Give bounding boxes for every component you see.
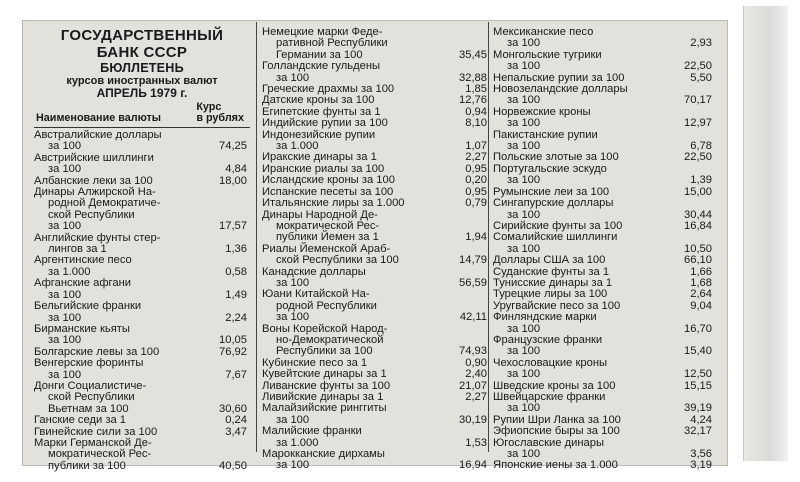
exchange-rate: 1,49 xyxy=(225,288,247,301)
currency-name-line: Индийские рупии за 100 xyxy=(262,117,388,130)
currency-name-line: за 100 xyxy=(507,402,541,415)
currency-name-line: за 100 xyxy=(48,163,82,176)
currency-entry xyxy=(262,210,490,244)
currency-name-line: Аргентинские песо xyxy=(34,254,132,267)
exchange-rate: 2,93 xyxy=(690,37,712,50)
exchange-rate: 1,66 xyxy=(690,265,712,278)
exchange-rate: 0,95 xyxy=(465,185,487,198)
currency-name-line: Иракские динары за 1 xyxy=(262,151,377,164)
currency-name-line: Риалы Йеменской Араб- xyxy=(262,242,391,255)
currency-entry xyxy=(262,27,490,61)
exchange-rate: 7,67 xyxy=(225,368,247,381)
currency-name-line: Пакистанские рупии xyxy=(493,128,598,141)
exchange-rate: 40,50 xyxy=(219,459,247,472)
currency-name-line: Динары Алжирской На- xyxy=(34,186,156,199)
currency-name-line: Немецкие марки Феде- xyxy=(262,26,383,38)
currency-name-line: но-Демократической xyxy=(276,333,384,346)
currency-entry xyxy=(262,198,490,209)
currency-entry xyxy=(262,403,490,426)
exchange-rate: 0,95 xyxy=(465,162,487,175)
currency-entry xyxy=(34,278,250,301)
currency-name-line: ской Республики за 100 xyxy=(276,254,399,267)
bulletin-date: АПРЕЛЬ 1979 г. xyxy=(96,86,188,100)
currency-name-line: Английские фунты стер- xyxy=(34,231,161,244)
currency-name-line: Швейцарские франки xyxy=(493,391,606,403)
bank-title-line1: ГОСУДАРСТВЕННЫЙ xyxy=(60,27,224,44)
currency-entry xyxy=(262,244,490,267)
currency-name-line: за 100 xyxy=(507,174,541,187)
currency-name-line: за 100 xyxy=(507,117,541,130)
currency-name-line: за 100 xyxy=(276,276,310,289)
bulletin-subtitle: курсов иностранных валют xyxy=(66,75,218,87)
currency-entry xyxy=(493,392,715,415)
exchange-rate: 30,44 xyxy=(684,208,712,221)
currency-name-line: за 100 xyxy=(48,140,82,153)
currency-name-line: за 100 xyxy=(507,37,541,50)
exchange-rate: 16,84 xyxy=(684,219,712,232)
currency-entry xyxy=(493,50,715,73)
exchange-rate: 15,15 xyxy=(684,379,712,392)
currency-name-line: родной Демократиче- xyxy=(48,197,161,210)
exchange-rate: 0,94 xyxy=(465,105,487,118)
currency-entry xyxy=(493,255,715,266)
currency-entry xyxy=(493,198,715,221)
rate-header xyxy=(196,102,244,124)
currency-name-line: за 1.000 xyxy=(48,265,91,278)
currency-name-line: за 100 xyxy=(276,459,310,472)
currency-name-line: ративной Республики xyxy=(276,37,388,50)
exchange-rate: 39,19 xyxy=(684,402,712,415)
currency-name-line: за 1.000 xyxy=(276,436,319,449)
currency-name-line: за 100 xyxy=(507,448,541,461)
exchange-rate: 22,50 xyxy=(684,60,712,73)
exchange-rate: 15,00 xyxy=(684,185,712,198)
currency-name-line: Германии за 100 xyxy=(276,48,363,61)
currency-name-line: Марокканские дирхамы xyxy=(262,448,385,461)
currency-name-line: Бельгийские франки xyxy=(34,300,142,313)
currency-name-line: Мексиканские песо xyxy=(493,26,594,38)
currency-entry xyxy=(262,118,490,129)
currency-name-line: Доллары США за 100 xyxy=(493,254,606,267)
currency-name-line: Суданские фунты за 1 xyxy=(493,265,610,278)
exchange-rate: 22,50 xyxy=(684,151,712,164)
exchange-rate: 0,90 xyxy=(465,356,487,369)
currency-entry xyxy=(493,438,715,461)
adjacent-page-edge xyxy=(743,6,788,461)
currency-name-line: ской Республики xyxy=(48,391,135,404)
currency-name-line: Итальянские лиры за 1.000 xyxy=(262,197,405,210)
currency-entry xyxy=(262,324,490,358)
currency-entry xyxy=(34,415,250,426)
currency-name-line: Польские злотые за 100 xyxy=(493,151,619,164)
currency-entry xyxy=(34,358,250,381)
currency-name-line: за 1.000 xyxy=(276,140,319,153)
currency-name-line: за 100 xyxy=(507,345,541,358)
currency-name-line: лингов за 1 xyxy=(48,243,107,256)
currency-entry xyxy=(493,312,715,335)
currency-name-line: за 100 xyxy=(276,311,310,324)
rate-header-line1: Курс xyxy=(196,101,222,113)
exchange-rate: 30,60 xyxy=(219,402,247,415)
currency-name-line: Сомалийские шиллинги xyxy=(493,231,618,244)
currency-name-line: Воны Корейской Народ- xyxy=(262,322,388,335)
exchange-rate: 3,47 xyxy=(225,425,247,438)
exchange-rate: 2,27 xyxy=(465,391,487,403)
exchange-rate: 4,24 xyxy=(690,413,712,426)
currency-name-line: Юани Китайской На- xyxy=(262,288,370,301)
exchange-rate: 16,94 xyxy=(459,459,487,472)
exchange-rate: 1,94 xyxy=(465,231,487,244)
currency-name-line: Исландские кроны за 100 xyxy=(262,174,395,187)
currency-name-line: Голландские гульдены xyxy=(262,60,381,73)
currency-name-line: Уругвайские песо за 100 xyxy=(493,299,621,312)
currency-name-line: Вьетнам за 100 xyxy=(48,402,129,415)
currency-name-line: Ганские седи за 1 xyxy=(34,414,127,427)
currency-name-line: за 100 xyxy=(507,140,541,153)
exchange-rate: 74,93 xyxy=(459,345,487,358)
exchange-rate: 14,79 xyxy=(459,254,487,267)
currency-name-line: ской Республики xyxy=(48,208,135,221)
currency-entry xyxy=(34,130,250,153)
currency-entry xyxy=(262,289,490,323)
exchange-rate: 0,20 xyxy=(465,174,487,187)
exchange-rate: 0,58 xyxy=(225,265,247,278)
currency-entry xyxy=(34,233,250,256)
currency-name-line: Динары Народной Де- xyxy=(262,208,378,221)
exchange-rate: 18,00 xyxy=(219,174,247,187)
currency-name-line: Марки Германской Де- xyxy=(34,436,152,449)
exchange-rate: 76,92 xyxy=(219,345,247,358)
column-divider xyxy=(488,22,489,452)
exchange-rate: 12,76 xyxy=(459,94,487,107)
currency-name-line: за 100 xyxy=(48,220,82,233)
exchange-rate: 2,27 xyxy=(465,151,487,164)
currency-name-line: Австрийские шиллинги xyxy=(34,151,154,164)
currency-name-line: за 100 xyxy=(276,413,310,426)
exchange-rate: 2,64 xyxy=(690,288,712,301)
exchange-rate: 56,59 xyxy=(459,276,487,289)
currency-name-line: Рупии Шри Ланка за 100 xyxy=(493,413,621,426)
exchange-rate: 15,40 xyxy=(684,345,712,358)
exchange-rate: 42,11 xyxy=(459,311,487,324)
currency-name-line: Испанские песеты за 100 xyxy=(262,185,394,198)
currency-entry xyxy=(262,449,490,472)
exchange-rate: 16,70 xyxy=(684,322,712,335)
currency-name-line: Югославские динары xyxy=(493,436,605,449)
exchange-rate: 10,05 xyxy=(219,334,247,347)
currency-entry xyxy=(262,267,490,290)
exchange-rate: 3,56 xyxy=(690,448,712,461)
currency-name-header: Наименование валюты xyxy=(36,112,162,124)
currency-name-line: Венгерские форинты xyxy=(34,357,144,370)
currency-entry xyxy=(34,153,250,176)
currency-name-line: Малийские франки xyxy=(262,425,362,438)
currency-name-line: за 100 xyxy=(276,71,310,84)
currency-name-line: родной Республики xyxy=(276,299,377,312)
bulletin-header xyxy=(34,27,250,100)
currency-name-line: Датские кроны за 100 xyxy=(262,94,375,107)
currency-name-line: за 100 xyxy=(48,334,82,347)
currency-entry xyxy=(493,84,715,107)
currency-entry xyxy=(493,426,715,437)
exchange-rate: 35,45 xyxy=(459,48,487,61)
currency-name-line: мократической Рес- xyxy=(276,219,380,232)
rate-header-line2: в рублях xyxy=(196,112,244,124)
currency-name-line: за 100 xyxy=(507,242,541,255)
currency-name-line: за 100 xyxy=(48,311,82,324)
currency-entry xyxy=(262,369,490,380)
currency-name-line: за 100 xyxy=(507,94,541,107)
currency-name-line: за 100 xyxy=(507,368,541,381)
currency-entry xyxy=(262,130,490,153)
column-1 xyxy=(34,27,250,472)
exchange-rate: 4,84 xyxy=(225,163,247,176)
currency-name-line: за 100 xyxy=(48,288,82,301)
currency-entry xyxy=(34,255,250,278)
exchange-rate: 1,36 xyxy=(225,243,247,256)
exchange-rate: 70,17 xyxy=(684,94,712,107)
currency-name-line: Ливийские динары за 1 xyxy=(262,391,384,403)
currency-name-line: Новозеландские доллары xyxy=(493,83,628,96)
currency-entry xyxy=(34,187,250,233)
exchange-rate: 3,19 xyxy=(690,459,712,472)
currency-entry xyxy=(493,460,715,471)
currency-entry xyxy=(493,164,715,187)
currency-entry xyxy=(493,130,715,153)
exchange-rate: 17,57 xyxy=(219,220,247,233)
currency-name-line: публики Йемен за 1 xyxy=(276,231,379,244)
exchange-rate: 66,10 xyxy=(684,254,712,267)
currency-name-line: Японские иены за 1.000 xyxy=(493,459,618,472)
currency-list-3 xyxy=(493,27,715,472)
currency-name-line: Иранские риалы за 100 xyxy=(262,162,385,175)
currency-name-line: Турецкие лиры за 100 xyxy=(493,288,608,301)
exchange-rate: 1,53 xyxy=(465,436,487,449)
exchange-rate: 5,50 xyxy=(690,71,712,84)
bulletin-label: БЮЛЛЕТЕНЬ xyxy=(100,61,184,75)
column-header xyxy=(34,102,250,126)
currency-name-line: Эфиопские быры за 100 xyxy=(493,425,620,438)
currency-name-line: Малайзийские ринггиты xyxy=(262,402,387,415)
currency-name-line: Французские франки xyxy=(493,333,603,346)
currency-name-line: Кубинские песо за 1 xyxy=(262,356,368,369)
currency-name-line: Тунисские динары за 1 xyxy=(493,276,613,289)
currency-name-line: Чехословацкие кроны xyxy=(493,356,608,369)
column-3 xyxy=(493,27,715,472)
currency-name-line: Египетские фунты за 1 xyxy=(262,105,381,118)
exchange-rate: 12,50 xyxy=(684,368,712,381)
exchange-rate: 8,10 xyxy=(465,117,487,130)
currency-name-line: за 100 xyxy=(507,60,541,73)
exchange-rate: 74,25 xyxy=(219,140,247,153)
currency-entry xyxy=(262,61,490,84)
bank-title-line2: БАНК СССР xyxy=(96,44,188,61)
currency-entry xyxy=(262,175,490,186)
exchange-rate: 1,39 xyxy=(690,174,712,187)
exchange-rate: 9,04 xyxy=(690,299,712,312)
currency-name-line: Греческие драхмы за 100 xyxy=(262,83,395,96)
currency-name-line: Гвинейские сили за 100 xyxy=(34,425,158,438)
exchange-rate: 2,40 xyxy=(465,368,487,381)
currency-name-line: Индонезийские рупии xyxy=(262,128,376,141)
exchange-rate: 6,78 xyxy=(690,140,712,153)
currency-name-line: Румынские леи за 100 xyxy=(493,185,610,198)
currency-name-line: Сингапурские доллары xyxy=(493,197,614,210)
currency-entry xyxy=(34,381,250,415)
exchange-rate: 0,24 xyxy=(225,414,247,427)
currency-name-line: Кувейтские динары за 1 xyxy=(262,368,387,381)
exchange-rate: 32,17 xyxy=(684,425,712,438)
currency-name-line: мократической Рес- xyxy=(48,448,152,461)
currency-name-line: Бирманские кьяты xyxy=(34,322,130,335)
currency-entry xyxy=(34,438,250,472)
currency-name-line: Болгарские левы за 100 xyxy=(34,345,160,358)
currency-name-line: публики за 100 xyxy=(48,459,126,472)
currency-entry xyxy=(493,335,715,358)
exchange-rate: 12,97 xyxy=(684,117,712,130)
exchange-rate: 0,79 xyxy=(465,197,487,210)
currency-list-1 xyxy=(34,130,250,472)
exchange-rate: 32,88 xyxy=(459,71,487,84)
currency-name-line: Республики за 100 xyxy=(276,345,373,358)
currency-name-line: Шведские кроны за 100 xyxy=(493,379,616,392)
currency-name-line: за 100 xyxy=(507,322,541,335)
currency-name-line: Норвежские кроны xyxy=(493,105,591,118)
currency-entry xyxy=(493,232,715,255)
currency-name-line: Финляндские марки xyxy=(493,311,597,324)
currency-list-2 xyxy=(262,27,490,472)
column-divider xyxy=(256,22,257,452)
currency-name-line: Албанские леки за 100 xyxy=(34,174,153,187)
exchange-rate: 30,19 xyxy=(459,413,487,426)
exchange-rate: 2,24 xyxy=(225,311,247,324)
currency-name-line: Афганские афгани xyxy=(34,277,132,290)
header-rule xyxy=(34,127,250,128)
currency-entry xyxy=(493,107,715,130)
currency-name-line: Донги Социалистиче- xyxy=(34,379,147,392)
currency-entry xyxy=(34,324,250,347)
exchange-rate: 21,07 xyxy=(459,379,487,392)
currency-entry xyxy=(34,301,250,324)
exchange-rate: 1,07 xyxy=(465,140,487,153)
currency-name-line: Ливанские фунты за 100 xyxy=(262,379,391,392)
currency-name-line: Португальские эскудо xyxy=(493,162,607,175)
currency-name-line: Австралийские доллары xyxy=(34,129,162,141)
exchange-rate: 10,50 xyxy=(684,242,712,255)
currency-entry xyxy=(493,358,715,381)
currency-name-line: Канадские доллары xyxy=(262,265,366,278)
currency-entry xyxy=(493,27,715,50)
currency-name-line: Непальские рупии за 100 xyxy=(493,71,625,84)
currency-name-line: Сирийские фунты за 100 xyxy=(493,219,623,232)
exchange-rate: 1,68 xyxy=(690,276,712,289)
currency-name-line: за 100 xyxy=(507,208,541,221)
column-2 xyxy=(262,27,490,472)
currency-name-line: за 100 xyxy=(48,368,82,381)
currency-name-line: Монгольские тугрики xyxy=(493,48,602,61)
exchange-rate: 1,85 xyxy=(465,83,487,96)
currency-entry xyxy=(262,426,490,449)
